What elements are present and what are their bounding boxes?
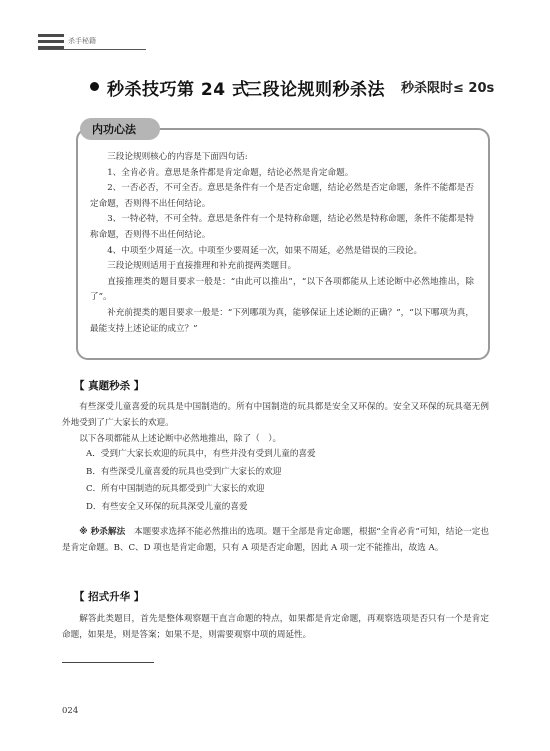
paragraph: 3、一特必特，不可全特。意思是条件有一个是特称命题，结论必然是特称命题，条件不能都是特称命题，否则得不出任何结论。 (90, 214, 474, 240)
title-main: 秒杀技巧第 24 式 (107, 80, 250, 100)
option-b: B．有些深受儿童喜爱的玩具也受到广大家长的欢迎 (86, 466, 282, 477)
option-d: D．有些安全又环保的玩具深受儿童的喜爱 (86, 501, 248, 512)
option-c: C．所有中国制造的玩具都受到广大家长的欢迎 (86, 484, 265, 494)
solution (62, 524, 489, 556)
paragraph: 4、中项至少周延一次。中项至少要周延一次，如果不周延，必然是错误的三段论。 (107, 245, 423, 256)
section-title (90, 75, 510, 100)
inner-skill-label: 内功心法 (92, 123, 136, 136)
bullet-icon (90, 82, 99, 91)
paragraph: 直接推理类的题目要求一般是：“由此可以推出”，“以下各项都能从上述论断中必然地推出，除了”。 (90, 276, 474, 303)
paragraph: 1、全肯必肯。意思是条件都是肯定命题，结论必然是肯定命题。 (107, 167, 354, 178)
page-number: 024 (62, 706, 79, 716)
title-sub: 三段论规则秒杀法 (245, 80, 385, 100)
options-list (86, 446, 486, 516)
inner-skill-body (90, 150, 474, 337)
footnote-rule (62, 662, 154, 663)
paragraph: 三段论规则核心的内容是下面四句话: (107, 152, 248, 162)
running-header: 杀手秘籍 (68, 37, 96, 45)
question-stem: 有些深受儿童喜爱的玩具是中国制造的。所有中国制造的玩具都是安全又环保的。安全又环保的玩具毫无例外地受到了广大家长的欢迎。 (62, 402, 489, 428)
paragraph: 补充前提类的题目要求一般是：“下列哪项为真，能够保证上述论断的正确？”，“以下哪项为真，最能支持上述论证的成立？” (90, 307, 474, 334)
question-prompt: 以下各项都能从上述论断中必然地推出，除了（ ）。 (79, 434, 282, 444)
header-rule (38, 49, 146, 50)
solution-text: 本题要求选择不能必然推出的选项。题干全部是肯定命题，根据“全肯必肯”可知，结论一定也是肯定命题。B、C、D 项也是肯定命题，只有 A 项是否定命题，因此 A 项一定不能推出，故选 A。 (62, 527, 489, 553)
paragraph: 三段论规则适用于直接推理和补充前提两类题目。 (107, 261, 297, 272)
upgrade-heading: 【 招式升华 】 (74, 591, 145, 603)
question-heading: 【 真题秒杀 】 (74, 380, 145, 392)
option-a: A．受到广大家长欢迎的玩具中，有些并没有受到儿童的喜爱 (86, 449, 316, 459)
header-decoration (38, 34, 64, 54)
upgrade-text: 解答此类题目，首先是整体观察题干直言命题的特点，如果都是肯定命题，再观察选项是否只有一个是肯定命题，如果是，则是答案；如果不是，则需要观察中项的周延性。 (62, 614, 489, 640)
time-limit: 秒杀限时≤ 20s (401, 81, 495, 96)
paragraph: 2、一否必否，不可全否。意思是条件有一个是否定命题，结论必然是否定命题，条件不能都是否定命题，否则得不出任何结论。 (90, 183, 474, 209)
solution-label: ※ 秒杀解法 (79, 527, 126, 537)
